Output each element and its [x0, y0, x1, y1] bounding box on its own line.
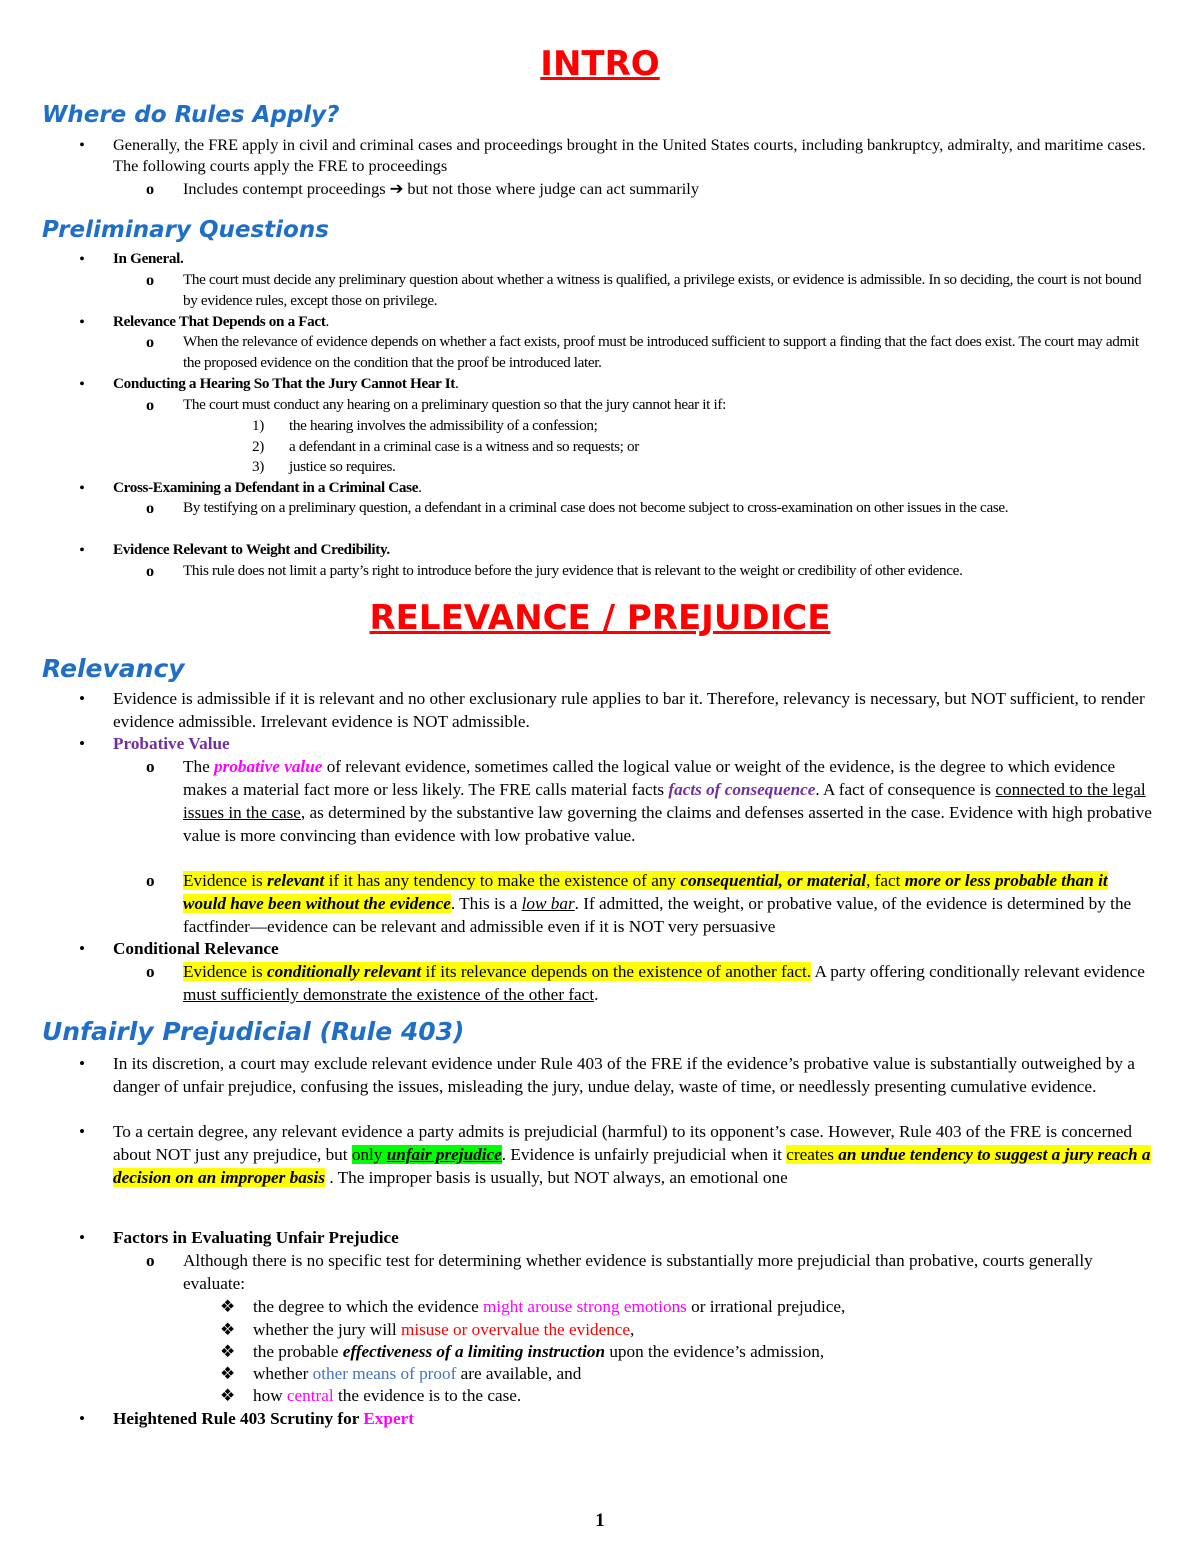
- bullet-icon: •: [78, 689, 86, 708]
- sub-bullet-icon: o: [146, 757, 155, 776]
- list-number: 2): [252, 438, 264, 455]
- bullet-icon: •: [78, 939, 86, 958]
- probative-value-text: The probative value of relevant evidence, sometimes called the logical value or weight of the evidence, is the degree to which evidence makes a material fact more or less likely. The FRE calls material facts facts of consequence. A fact of consequence is connected to the legal issues in the case, as determined by the substantive law governing the claims and defenses asserted in the case. Evidence with high probative value is more convincing than evidence with low probative value.: [183, 757, 1152, 845]
- prejudice-bullet-2: To a certain degree, any relevant evidence a party admits is prejudicial (harmful) to its opponent’s case. However, Rule 403 of the FRE is concerned about NOT just any prejudice, but only unfair prejudice. Evidence is unfairly prejudicial when it creates an undue tendency to suggest a jury reach a decision on an improper basis . The improper basis is usually, but NOT always, an emotional one: [113, 1122, 1151, 1187]
- bullet-icon: •: [78, 1122, 86, 1141]
- bullet-icon: •: [79, 135, 85, 154]
- relevancy-bullet-1: Evidence is admissible if it is relevant and no other exclusionary rule applies to bar it. Therefore, relevancy is necessary, but NOT sufficient, to render evidence admissible. Irrelevant evidence is NOT admissible.: [113, 689, 1145, 731]
- arrow-right-icon: ➔: [389, 179, 404, 198]
- diamond-bullet-icon: ❖: [220, 1320, 236, 1339]
- where-bullet-1: Generally, the FRE apply in civil and criminal cases and proceedings brought in the United States courts, including bankruptcy, admiralty, and maritime cases. The following courts apply the FRE to proceedings: [113, 135, 1146, 175]
- weight-credibility-label: Evidence Relevant to Weight and Credibility.: [113, 541, 390, 558]
- factor-4: whether other means of proof are available, and: [253, 1364, 582, 1383]
- relevance-fact-label: Relevance That Depends on a Fact.: [113, 313, 329, 330]
- relevancy-heading: Relevancy: [42, 654, 185, 683]
- intro-title: INTRO: [540, 44, 660, 84]
- relevance-fact-text: When the relevance of evidence depends on whether a fact exists, proof must be introduced sufficient to support a finding that the fact does exist. The court may admit the proposed evidence on the condition that the proof be introduced later.: [183, 333, 1139, 371]
- diamond-bullet-icon: ❖: [220, 1364, 236, 1383]
- preliminary-questions-heading: Preliminary Questions: [42, 217, 329, 243]
- bullet-icon: •: [79, 540, 85, 559]
- factors-text: Although there is no specific test for determining whether evidence is substantially more prejudicial than probative, courts generally evaluate:: [183, 1251, 1093, 1293]
- hearing-item-2: a defendant in a criminal case is a witness and so requests; or: [289, 438, 639, 455]
- bullet-icon: •: [78, 734, 86, 753]
- hearing-item-1: the hearing involves the admissibility of a confession;: [289, 417, 598, 434]
- bullet-icon: •: [78, 1228, 86, 1247]
- sub-bullet-icon: o: [146, 1251, 155, 1270]
- cross-examining-text: By testifying on a preliminary question, a defendant in a criminal case does not become subject to cross-examination on other issues in the case.: [183, 499, 1009, 516]
- factors-label: Factors in Evaluating Unfair Prejudice: [113, 1228, 399, 1247]
- relevant-definition-text: Evidence is relevant if it has any tendency to make the existence of any consequential, or material, fact more or less probable than it would have been without the evidence. This is a low bar. If admitted, the weight, or probative value, of the evidence is determined by the factfinder—evidence can be relevant and admissible even if it is NOT very persuasive: [183, 871, 1132, 936]
- diamond-bullet-icon: ❖: [220, 1386, 236, 1405]
- factor-1: the degree to which the evidence might arouse strong emotions or irrational prejudice,: [253, 1297, 846, 1316]
- list-number: 1): [252, 417, 264, 434]
- bullet-icon: •: [79, 312, 85, 331]
- list-number: 3): [252, 458, 264, 475]
- factor-2: whether the jury will misuse or overvalue the evidence,: [253, 1320, 635, 1339]
- page-number: 1: [595, 1510, 605, 1531]
- sub-bullet-icon: o: [146, 962, 155, 981]
- hearing-text: The court must conduct any hearing on a preliminary question so that the jury cannot hear it if:: [183, 396, 726, 413]
- where-sub-1: Includes contempt proceedings ➔ but not those where judge can act summarily: [183, 179, 699, 198]
- weight-credibility-text: This rule does not limit a party’s right to introduce before the jury evidence that is relevant to the weight or credibility of other evidence.: [183, 562, 963, 579]
- heightened-scrutiny-label: Heightened Rule 403 Scrutiny for Expert: [113, 1409, 414, 1428]
- diamond-bullet-icon: ❖: [220, 1297, 236, 1316]
- bullet-icon: •: [78, 1409, 86, 1428]
- sub-bullet-icon: o: [146, 179, 155, 198]
- bullet-icon: •: [79, 374, 85, 393]
- hearing-label: Conducting a Hearing So That the Jury Cannot Hear It.: [113, 375, 459, 392]
- probative-value-label: Probative Value: [113, 734, 230, 753]
- sub-bullet-icon: o: [146, 332, 155, 351]
- cross-examining-label: Cross-Examining a Defendant in a Criminal Case.: [113, 479, 422, 496]
- factor-5: how central the evidence is to the case.: [253, 1386, 522, 1405]
- factor-3: the probable effectiveness of a limiting instruction upon the evidence’s admission,: [253, 1342, 825, 1361]
- hearing-item-3: justice so requires.: [289, 458, 396, 475]
- sub-bullet-icon: o: [146, 395, 155, 414]
- where-rules-apply-heading: Where do Rules Apply?: [42, 102, 340, 128]
- sub-bullet-icon: o: [146, 561, 155, 580]
- sub-bullet-icon: o: [146, 270, 155, 289]
- unfairly-prejudicial-heading: Unfairly Prejudicial (Rule 403): [42, 1017, 465, 1046]
- sub-bullet-icon: o: [146, 871, 155, 890]
- bullet-icon: •: [79, 249, 85, 268]
- relevance-prejudice-title: RELEVANCE / PREJUDICE: [369, 598, 831, 638]
- in-general-text: The court must decide any preliminary question about whether a witness is qualified, a privilege exists, or evidence is admissible. In so deciding, the court is not bound by evidence rules, except those on privilege.: [183, 271, 1142, 309]
- diamond-bullet-icon: ❖: [220, 1342, 236, 1361]
- in-general-label: In General.: [113, 250, 184, 267]
- prejudice-bullet-1: In its discretion, a court may exclude relevant evidence under Rule 403 of the FRE if the evidence’s probative value is substantially outweighed by a danger of unfair prejudice, confusing the issues, misleading the jury, undue delay, waste of time, or needlessly presenting cumulative evidence.: [113, 1054, 1135, 1096]
- bullet-icon: •: [79, 478, 85, 497]
- conditional-relevance-text: Evidence is conditionally relevant if its relevance depends on the existence of another fact. A party offering conditionally relevant evidence must sufficiently demonstrate the existence of the other fact.: [183, 962, 1145, 1004]
- bullet-icon: •: [78, 1054, 86, 1073]
- sub-bullet-icon: o: [146, 498, 155, 517]
- conditional-relevance-label: Conditional Relevance: [113, 939, 279, 958]
